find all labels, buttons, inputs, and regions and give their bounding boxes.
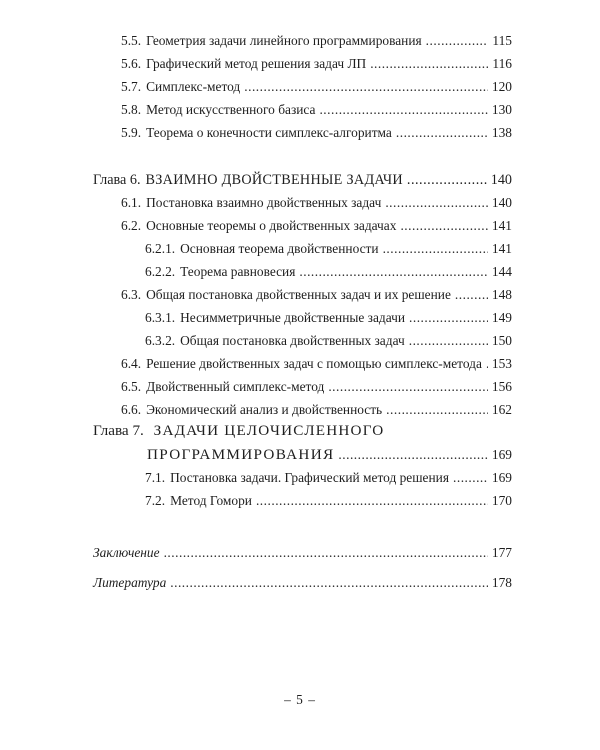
dot-leader (455, 286, 488, 304)
page-ref: 150 (491, 333, 512, 348)
page-ref: 178 (491, 575, 512, 590)
dot-leader (319, 101, 487, 119)
toc-entry-6-2 (121, 217, 512, 235)
toc-entry-5-8 (121, 101, 512, 119)
section-number: 6.1. (121, 195, 142, 210)
dot-leader (396, 124, 488, 142)
chapter-number: Глава 6. (93, 172, 141, 188)
section-number: 5.9. (121, 125, 142, 140)
section-title: Общая постановка двойственных задач и их решение (146, 287, 451, 302)
dot-leader (338, 445, 488, 465)
toc-entry-5-6 (121, 55, 512, 73)
dot-leader (453, 469, 488, 487)
section-title: Решение двойственных задач с помощью симплекс-метода (146, 356, 482, 371)
dot-leader (370, 55, 488, 73)
section-number: 6.3. (121, 287, 142, 302)
chapter-title-line-2 (147, 445, 512, 465)
toc-conclusion (93, 544, 512, 562)
page-ref: 148 (491, 287, 512, 302)
section-title: Постановка взаимно двойственных задач (146, 195, 382, 210)
page-ref: 141 (491, 241, 512, 256)
dot-leader (426, 32, 489, 50)
dot-leader (407, 171, 487, 189)
page-ref: 138 (491, 125, 512, 140)
page-ref: 130 (491, 102, 512, 117)
page-ref: 162 (491, 402, 512, 417)
toc-entry-6-6 (121, 401, 512, 419)
section-title: Симплекс-метод (146, 79, 241, 94)
toc-entry-6-4 (121, 355, 512, 373)
page-ref: 156 (491, 379, 512, 394)
toc-entry-6-1 (121, 194, 512, 212)
section-title: Графический метод решения задач ЛП (146, 56, 367, 71)
page-ref: 144 (491, 264, 512, 279)
section-number: 5.7. (121, 79, 142, 94)
literature-title: Литература (93, 575, 167, 590)
section-number: 6.2.1. (145, 241, 176, 256)
toc-literature (93, 574, 512, 592)
toc-entry-6-3 (121, 286, 512, 304)
page-ref: 177 (491, 545, 512, 560)
page-ref: 120 (491, 79, 512, 94)
dot-leader (299, 263, 488, 281)
section-title: Экономический анализ и двойственность (146, 402, 383, 417)
section-number: 6.5. (121, 379, 142, 394)
page-ref: 116 (492, 56, 512, 71)
section-title: Основная теорема двойственности (180, 241, 379, 256)
page-ref: 169 (491, 447, 512, 462)
toc-entry-5-7 (121, 78, 512, 96)
page-ref: 140 (491, 195, 512, 210)
section-title: Постановка задачи. Графический метод решения (170, 470, 449, 485)
page-ref: 169 (491, 470, 512, 485)
section-number: 5.5. (121, 33, 142, 48)
conclusion-title: Заключение (93, 545, 160, 560)
section-title: Основные теоремы о двойственных задачах (146, 218, 397, 233)
toc-entry-5-5 (121, 32, 512, 50)
section-number: 7.1. (145, 470, 166, 485)
section-title: Метод Гомори (170, 493, 252, 508)
chapter-title: ВЗАИМНО ДВОЙСТВЕННЫЕ ЗАДАЧИ (145, 172, 403, 188)
chapter-number: Глава 7. (93, 422, 144, 439)
toc-entry-6-2-2 (145, 263, 512, 281)
section-number: 6.3.2. (145, 333, 176, 348)
page-ref: 149 (491, 310, 512, 325)
toc-entry-6-3-2 (145, 332, 512, 350)
dot-leader (383, 240, 488, 258)
chapter-title: ЗАДАЧИ ЦЕЛОЧИСЛЕННОГО (153, 422, 385, 439)
section-number: 6.2.2. (145, 264, 176, 279)
toc-entry-6-5 (121, 378, 512, 396)
section-number: 6.6. (121, 402, 142, 417)
section-title: Теорема о конечности симплекс-алгоритма (146, 125, 392, 140)
toc-entry-5-9 (121, 124, 512, 142)
section-title: Метод искусственного базиса (146, 102, 316, 117)
section-number: 5.8. (121, 102, 142, 117)
page-ref: 153 (491, 356, 512, 371)
chapter-title-line-1 (93, 421, 384, 441)
dot-leader (170, 574, 488, 592)
toc-chapter-7 (93, 421, 512, 467)
dot-leader (385, 194, 488, 212)
section-number: 7.2. (145, 493, 166, 508)
dot-leader (328, 378, 488, 396)
toc-entry-6-3-1 (145, 309, 512, 327)
toc-entry-7-2 (145, 492, 512, 510)
dot-leader (386, 401, 488, 419)
section-number: 6.2. (121, 218, 142, 233)
section-number: 6.4. (121, 356, 142, 371)
dot-leader (409, 332, 488, 350)
section-title: Двойственный симплекс-метод (146, 379, 325, 394)
section-title: Несимметричные двойственные задачи (180, 310, 406, 325)
page-ref: 115 (492, 33, 512, 48)
dot-leader (164, 544, 488, 562)
toc-chapter-6 (93, 171, 512, 189)
toc-entry-7-1 (145, 469, 512, 487)
dot-leader (244, 78, 488, 96)
page-ref: 140 (490, 172, 512, 188)
dot-leader (486, 355, 488, 373)
section-number: 5.6. (121, 56, 142, 71)
dot-leader (409, 309, 488, 327)
section-title: Теорема равновесия (180, 264, 296, 279)
dot-leader (256, 492, 488, 510)
dot-leader (400, 217, 487, 235)
section-title: Геометрия задачи линейного программирования (146, 33, 422, 48)
page-ref: 170 (491, 493, 512, 508)
toc-entry-6-2-1 (145, 240, 512, 258)
page-ref: 141 (491, 218, 512, 233)
section-number: 6.3.1. (145, 310, 176, 325)
page-number: – 5 – (284, 692, 316, 707)
chapter-title-continued: ПРОГРАММИРОВАНИЯ (147, 446, 335, 463)
section-title: Общая постановка двойственных задач (180, 333, 405, 348)
